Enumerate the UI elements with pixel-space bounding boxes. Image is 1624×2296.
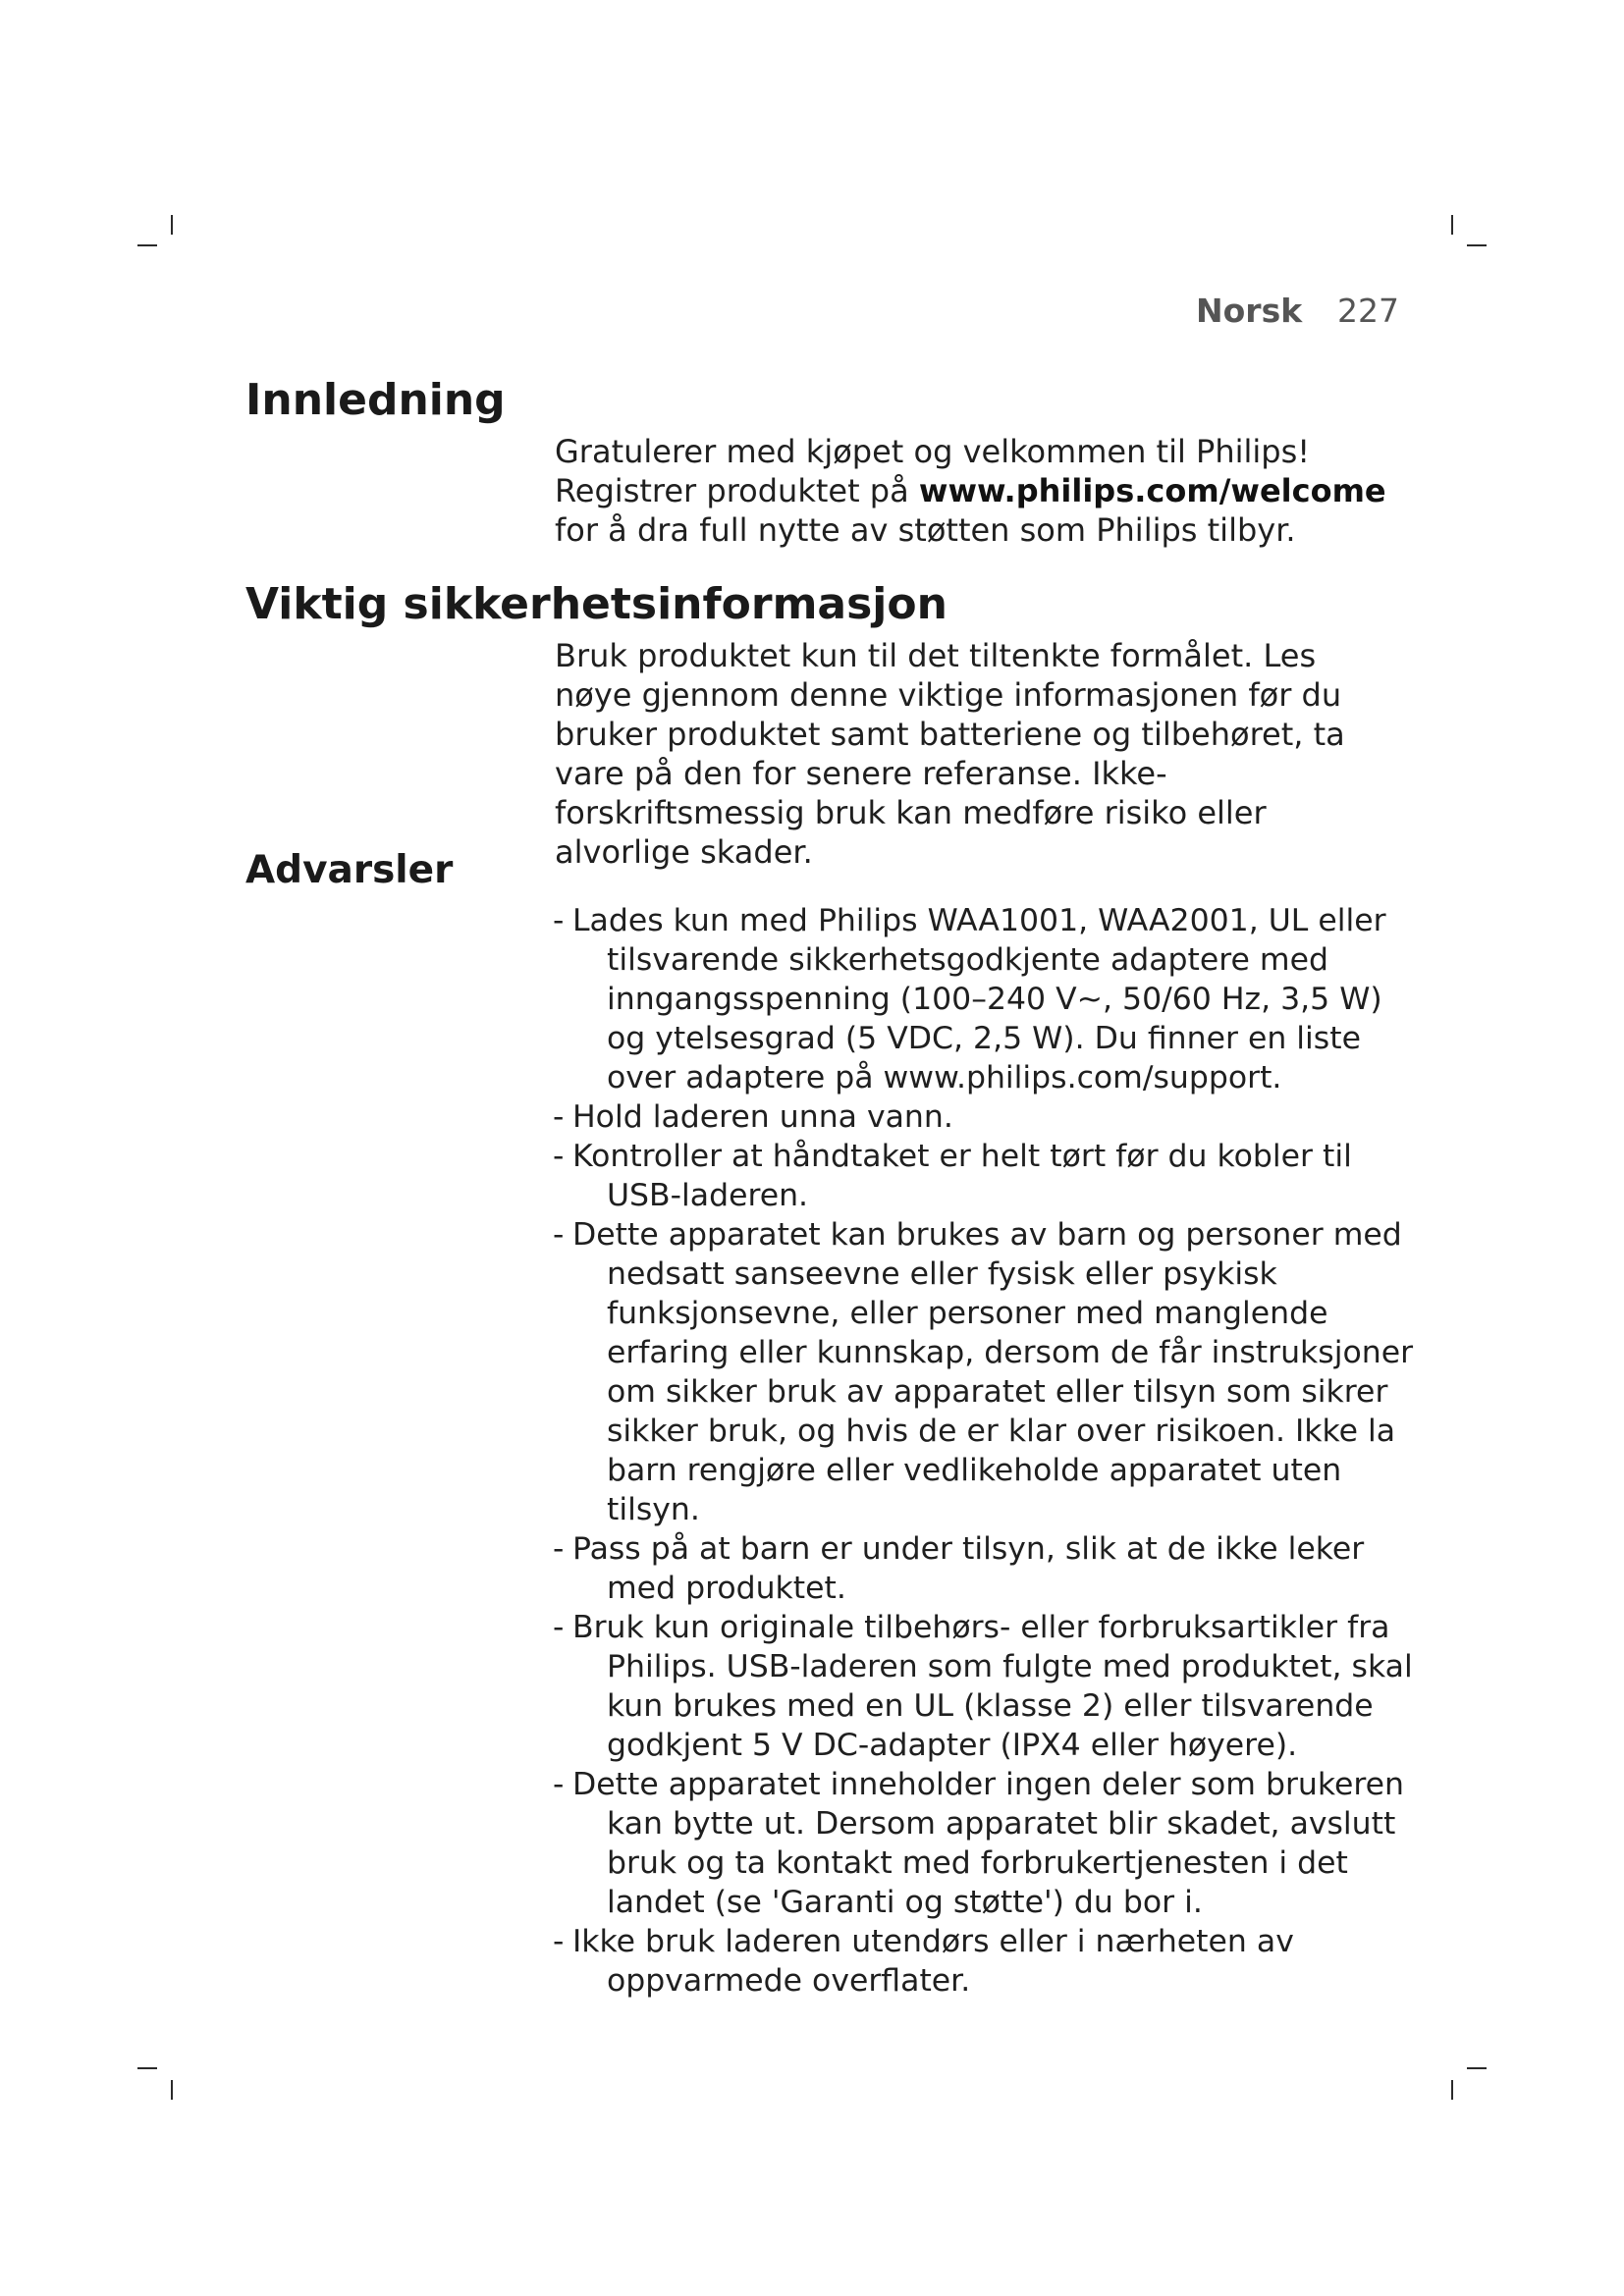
warning-text: Ikke bruk laderen utendørs eller i nærheten av oppvarmede overflater.	[572, 1924, 1294, 1999]
intro-text-before-link: Gratulerer med kjøpet og velkommen til Philips! Registrer produktet på	[555, 433, 1311, 509]
safety-heading: Viktig sikkerhetsinformasjon	[245, 579, 947, 629]
crop-mark-top-left-h	[137, 244, 157, 246]
warning-text: Lades kun med Philips WAA1001, WAA2001, UL eller tilsvarende sikkerhetsgodkjente adaptere med inngangsspenning (100–240 V~, 50/60 Hz, 3,5 W) og ytelsesgrad (5 VDC, 2,5 W). Du finner en liste over adaptere på www.philips.com/support.	[572, 903, 1386, 1095]
warnings-heading: Advarsler	[245, 848, 454, 892]
crop-mark-bottom-right-v	[1451, 2080, 1453, 2100]
warnings-list	[553, 901, 1417, 2001]
warning-text: Pass på at barn er under tilsyn, slik at de ikke leker med produktet.	[572, 1531, 1365, 1606]
warning-item	[553, 1529, 1417, 1608]
page-number: 227	[1337, 292, 1399, 330]
warning-item	[553, 901, 1417, 1097]
safety-paragraph	[555, 636, 1399, 872]
warning-item	[553, 1215, 1417, 1529]
list-dash: -	[553, 1924, 565, 1959]
list-dash: -	[553, 1099, 565, 1135]
warning-text: Hold laderen unna vann.	[572, 1099, 953, 1135]
welcome-link[interactable]: www.philips.com/welcome	[918, 472, 1386, 509]
list-dash: -	[553, 1139, 565, 1174]
warning-text: Bruk kun originale tilbehørs- eller forbruksartikler fra Philips. USB-laderen som fulgte med produktet, skal kun brukes med en UL (klasse 2) eller tilsvarende godkjent 5 V DC-adapter (IPX4 eller høyere).	[572, 1610, 1413, 1763]
crop-mark-top-right-h	[1467, 244, 1487, 246]
intro-text-after-link: for å dra full nytte av støtten som Philips tilbyr.	[555, 511, 1296, 549]
list-dash: -	[553, 1767, 565, 1802]
warning-item	[553, 1097, 1417, 1137]
safety-text: Bruk produktet kun til det tiltenkte formålet. Les nøye gjennom denne viktige informasjonen før du bruker produktet samt batteriene og tilbehøret, ta vare på den for senere referanse. Ikke-forskriftsmessig bruk kan medføre risiko eller alvorlige skader.	[555, 637, 1345, 871]
warning-text: Dette apparatet inneholder ingen deler som brukeren kan bytte ut. Dersom apparatet blir skadet, avslutt bruk og ta kontakt med forbrukertjenesten i det landet (se 'Garanti og støtte') du bor i.	[572, 1767, 1404, 1920]
intro-heading: Innledning	[245, 375, 506, 425]
warning-item	[553, 1137, 1417, 1215]
crop-mark-top-left-v	[171, 215, 173, 235]
header-language: Norsk	[1196, 292, 1303, 330]
crop-mark-bottom-left-h	[137, 2067, 157, 2069]
crop-mark-top-right-v	[1451, 215, 1453, 235]
warning-text: Kontroller at håndtaket er helt tørt før du kobler til USB-laderen.	[572, 1139, 1352, 1213]
warning-text: Dette apparatet kan brukes av barn og personer med nedsatt sanseevne eller fysisk eller psykisk funksjonsevne, eller personer med manglende erfaring eller kunnskap, dersom de får instruksjoner om sikker bruk av apparatet eller tilsyn som sikrer sikker bruk, og hvis de er klar over risikoen. Ikke la barn rengjøre eller vedlikeholde apparatet uten tilsyn.	[572, 1217, 1414, 1527]
warning-item	[553, 1765, 1417, 1922]
list-dash: -	[553, 1610, 565, 1645]
warning-item	[553, 1608, 1417, 1765]
list-dash: -	[553, 903, 565, 938]
crop-mark-bottom-right-h	[1467, 2067, 1487, 2069]
list-dash: -	[553, 1531, 565, 1567]
warning-item	[553, 1922, 1417, 2001]
crop-mark-bottom-left-v	[171, 2080, 173, 2100]
list-dash: -	[553, 1217, 565, 1253]
intro-paragraph	[555, 432, 1399, 550]
